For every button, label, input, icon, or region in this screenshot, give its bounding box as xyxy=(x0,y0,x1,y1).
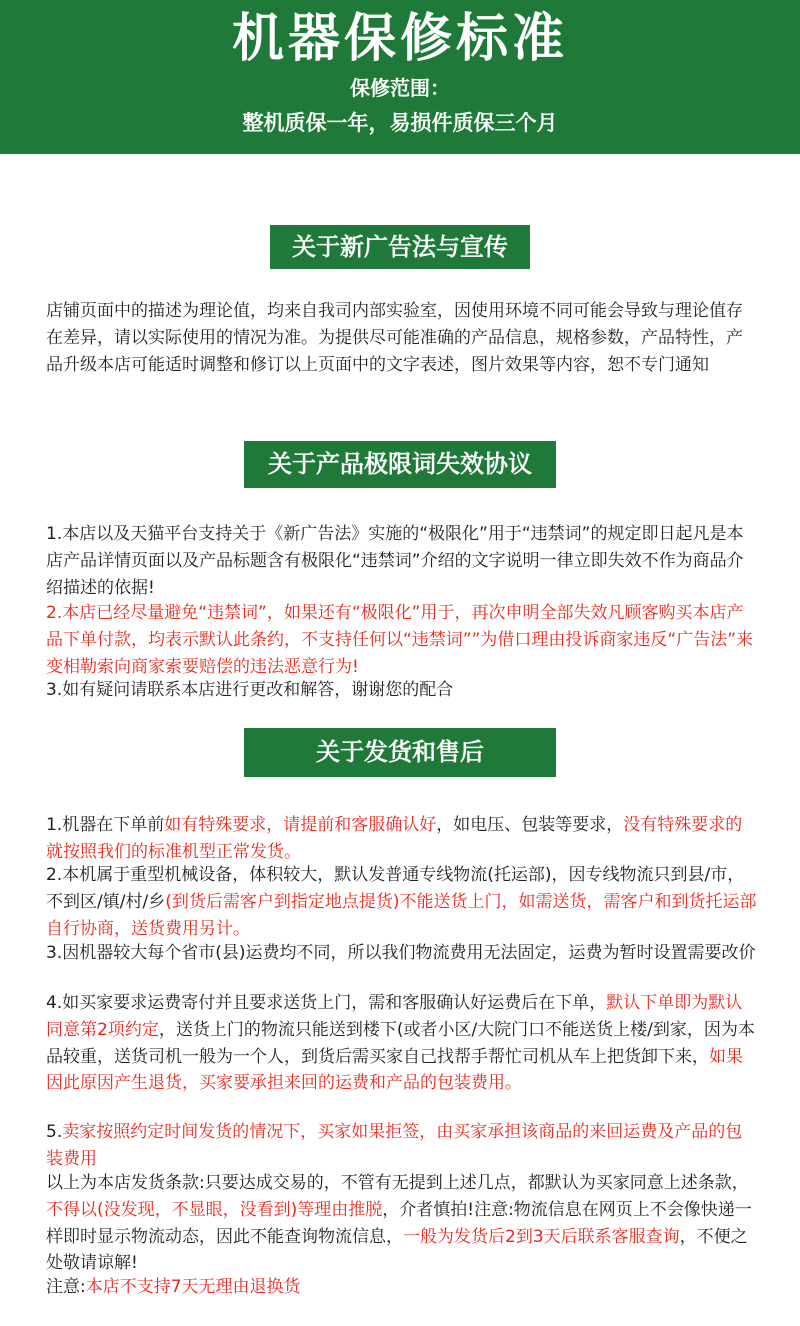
text-segment: 以上为本店发货条款:只要达成交易的，不管有无提到上述几点，都默认为买家同意上述条款， xyxy=(46,1173,749,1193)
text-segment: ，不便之处敬请谅解! xyxy=(46,1226,748,1274)
highlighted-text: 一般为发货后2到3天后联系客服查询 xyxy=(403,1226,680,1247)
text-segment: 注意: xyxy=(46,1277,86,1297)
warranty-scope-text: 整机质保一年，易损件质保三个月 xyxy=(242,111,558,135)
warranty-scope-label: 保修范围： xyxy=(350,76,450,100)
highlighted-text: 如有特殊要求，请提前和客服确认好 xyxy=(164,815,437,835)
highlighted-text: 不得以(没发现，不显眼，没看到)等理由推脱 xyxy=(46,1199,383,1220)
text-segment: ，送货上门的物流只能送到楼下(或者小区/大院门口不能送货上楼/到家，因为本品较重，送货司机一般为一个人，到货后需买家自己找帮手帮忙司机从车上把货卸下来， xyxy=(46,1019,755,1067)
paragraph-shipping-note xyxy=(46,1274,758,1301)
paragraph-extreme-words-2 xyxy=(46,600,758,680)
warranty-header xyxy=(0,0,800,154)
text-segment: 3.因机器较大每个省市(县)运费均不同，所以我们物流费用无法固定，运费为暂时设置需要改价 xyxy=(46,943,756,963)
text-segment: 4.如买家要求运费寄付并且要求送货上门，需和客服确认好运费后在下单， xyxy=(46,993,607,1013)
highlighted-text: 没有特殊要求的就按照我们的标准机型正常发货。 xyxy=(46,815,743,862)
text-segment: ，介者慎拍!注意:物流信息在网页上不会像快递一样即时显示物流动态，因此不能查询物流信息， xyxy=(46,1199,752,1247)
paragraph-shipping-5 xyxy=(46,1119,758,1173)
section-title-extreme-words-agreement: 关于产品极限词失效协议 xyxy=(244,441,556,488)
text-segment: 1.机器在下单前 xyxy=(46,815,165,835)
paragraph-advertising-disclaimer xyxy=(46,298,758,378)
text-segment: 5. xyxy=(46,1122,63,1142)
paragraph-shipping-4 xyxy=(46,990,758,1097)
highlighted-text: 卖家按照约定时间发货的情况下，买家如果拒签，由买家承担该商品的来回运费及产品的包装费用 xyxy=(46,1122,743,1169)
paragraph-extreme-words-1 xyxy=(46,521,758,601)
highlighted-text: 如果因此原因产生退货，买家要承担来回的运费和产品的包装费用。 xyxy=(46,1046,743,1094)
paragraph-shipping-3 xyxy=(46,940,758,967)
paragraph-shipping-2 xyxy=(46,862,758,942)
text-segment: ，如电压、包装等要求， xyxy=(436,815,624,835)
paragraph-shipping-terms xyxy=(46,1170,758,1277)
section-title-advertising-law: 关于新广告法与宣传 xyxy=(270,225,530,269)
highlighted-text: 2.本店已经尽量避免“违禁词”，如果还有“极限化”用于，再次申明全部失效凡顾客购买本店产品下单付款，均表示默认此条约，不支持任何以“违禁词””为借口理由投诉商家违反“广告法”来变相勒索向商家索要赔偿的违法恶意行为! xyxy=(46,603,754,677)
paragraph-shipping-1 xyxy=(46,812,758,866)
text-segment: 3.如有疑问请联系本店进行更改和解答，谢谢您的配合 xyxy=(46,680,454,700)
page-title: 机器保修标准 xyxy=(231,9,568,69)
paragraph-extreme-words-3 xyxy=(46,677,758,704)
text-segment: 店铺页面中的描述为理论值，均来自我司内部实验室，因使用环境不同可能会导致与理论值存在差异，请以实际使用的情况为准。为提供尽可能准确的产品信息，规格参数，产品特性，产品升级本店可能适时调整和修订以上页面中的文字表述，图片效果等内容，恕不专门通知 xyxy=(46,301,743,375)
text-segment: 1.本店以及天猫平台支持关于《新广告法》实施的“极限化”用于“违禁词”的规定即日起凡是本店产品详情页面以及产品标题含有极限化“违禁词”介绍的文字说明一律立即失效不作为商品介绍描述的依据! xyxy=(46,524,744,598)
highlighted-text: 默认下单即为默认同意第2项约定 xyxy=(46,993,743,1040)
highlighted-text: (到货后需客户到指定地点提货)不能送货上门，如需送货，需客户和到货托运部自行协商，送货费用另计。 xyxy=(46,891,757,939)
highlighted-text: 本店不支持7天无理由退换货 xyxy=(85,1277,301,1297)
section-title-shipping-aftersales: 关于发货和售后 xyxy=(244,728,556,777)
text-segment: 2.本机属于重型机械设备，体积较大，默认发普通专线物流(托运部)，因专线物流只到县/市，不到区/镇/村/乡 xyxy=(46,865,745,912)
